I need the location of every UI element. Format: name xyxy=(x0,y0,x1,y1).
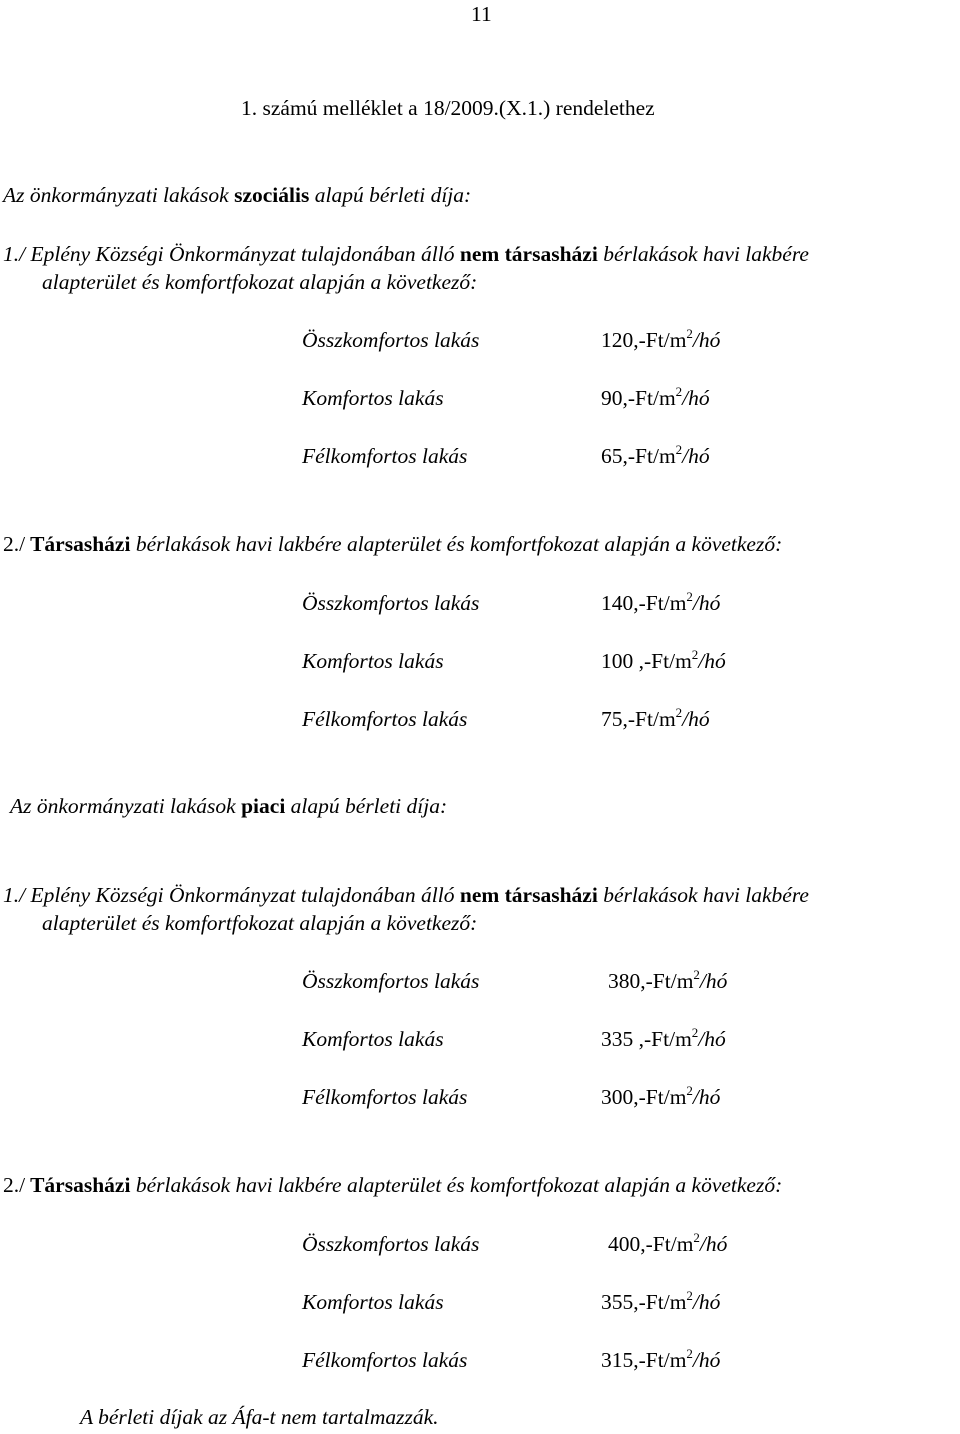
market-rows2-price-1 xyxy=(601,1288,721,1314)
price-amount: 100 ,-Ft/m xyxy=(601,649,692,673)
price-amount: 380,-Ft/m xyxy=(608,969,694,993)
market-rows1-price-2 xyxy=(601,1083,721,1109)
price-unit: /hó xyxy=(698,1027,726,1051)
footer-note: A bérleti díjak az Áfa-t nem tartalmazzák. xyxy=(80,1405,439,1429)
price-exponent: 2 xyxy=(691,1025,699,1040)
market-rows2-label-2: Félkomfortos lakás xyxy=(302,1348,468,1372)
price-unit: /hó xyxy=(699,969,728,993)
social-rows1-price-0 xyxy=(601,326,721,352)
market-item1-line2: alapterület és komfortfokozat alapján a következő: xyxy=(42,911,478,935)
market-rows1-label-2: Félkomfortos lakás xyxy=(302,1085,468,1109)
social-item1-num: 1./ xyxy=(3,242,26,266)
social-heading xyxy=(3,185,471,207)
price-amount: 90,-Ft/m xyxy=(601,386,676,410)
price-amount: 300,-Ft/m xyxy=(601,1085,687,1109)
social-item1-line2: alapterület és komfortfokozat alapján a következő: xyxy=(42,270,478,294)
price-unit: /hó xyxy=(692,1348,721,1372)
social-rows2-price-0 xyxy=(601,589,721,615)
market-item2-num: 2./ xyxy=(3,1173,26,1197)
social-rows1-label-0: Összkomfortos lakás xyxy=(302,328,480,352)
social-rows1-price-1 xyxy=(601,384,710,410)
price-exponent: 2 xyxy=(686,326,693,341)
price-exponent: 2 xyxy=(675,705,683,720)
price-amount: 335 ,-Ft/m xyxy=(601,1027,692,1051)
price-unit: /hó xyxy=(682,386,710,410)
price-unit: /hó xyxy=(692,1290,721,1314)
social-item2-bold: Társasházi xyxy=(25,532,131,556)
price-exponent: 2 xyxy=(691,647,699,662)
market-item1-post: bérlakások havi lakbére xyxy=(597,883,809,907)
price-amount: 120,-Ft/m xyxy=(601,328,687,352)
market-item1-line1 xyxy=(3,885,809,907)
price-amount: 65,-Ft/m xyxy=(601,444,676,468)
price-unit: /hó xyxy=(692,591,721,615)
social-rows1-label-1: Komfortos lakás xyxy=(302,386,444,410)
price-amount: 75,-Ft/m xyxy=(601,707,676,731)
social-rows2-price-1 xyxy=(601,647,726,673)
price-unit: /hó xyxy=(682,444,710,468)
price-amount: 315,-Ft/m xyxy=(601,1348,687,1372)
social-item2-post: bérlakások havi lakbére alapterület és komfortfokozat alapján a következő: xyxy=(130,532,783,556)
price-unit: /hó xyxy=(698,649,726,673)
market-rows1-price-0 xyxy=(608,967,728,993)
social-rows2-label-0: Összkomfortos lakás xyxy=(302,591,480,615)
market-rows1-label-1: Komfortos lakás xyxy=(302,1027,444,1051)
social-rows2-price-2 xyxy=(601,705,710,731)
price-exponent: 2 xyxy=(675,384,683,399)
social-heading-post: alapú bérleti díja: xyxy=(309,183,472,207)
price-exponent: 2 xyxy=(693,1230,700,1245)
market-rows1-label-0: Összkomfortos lakás xyxy=(302,969,480,993)
market-heading-bold: piaci xyxy=(241,794,286,818)
market-heading xyxy=(10,796,447,818)
annex-title: 1. számú melléklet a 18/2009.(X.1.) rendelethez xyxy=(241,96,655,120)
price-unit: /hó xyxy=(692,1085,721,1109)
market-heading-pre: Az önkormányzati lakások xyxy=(10,794,242,818)
market-item1-num: 1./ xyxy=(3,883,26,907)
market-rows1-price-1 xyxy=(601,1025,726,1051)
price-exponent: 2 xyxy=(686,1346,693,1361)
market-rows2-price-0 xyxy=(608,1230,728,1256)
market-rows2-label-1: Komfortos lakás xyxy=(302,1290,444,1314)
social-item2-num: 2./ xyxy=(3,532,26,556)
social-item1-line1 xyxy=(3,244,809,266)
price-unit: /hó xyxy=(699,1232,728,1256)
social-item1-bold: nem társasházi xyxy=(459,242,598,266)
page-number: 11 xyxy=(471,2,492,26)
social-rows2-label-1: Komfortos lakás xyxy=(302,649,444,673)
social-heading-bold: szociális xyxy=(234,183,310,207)
price-amount: 140,-Ft/m xyxy=(601,591,687,615)
price-amount: 355,-Ft/m xyxy=(601,1290,687,1314)
market-item1-pre: Eplény Községi Önkormányzat tulajdonában álló xyxy=(25,883,460,907)
social-item1-pre: Eplény Községi Önkormányzat tulajdonában álló xyxy=(25,242,460,266)
price-unit: /hó xyxy=(692,328,721,352)
market-item2-line xyxy=(3,1175,782,1197)
market-item2-bold: Társasházi xyxy=(25,1173,131,1197)
social-rows1-label-2: Félkomfortos lakás xyxy=(302,444,468,468)
market-heading-post: alapú bérleti díja: xyxy=(285,794,448,818)
market-rows2-price-2 xyxy=(601,1346,721,1372)
social-rows2-label-2: Félkomfortos lakás xyxy=(302,707,468,731)
price-amount: 400,-Ft/m xyxy=(608,1232,694,1256)
price-unit: /hó xyxy=(682,707,710,731)
price-exponent: 2 xyxy=(686,1083,693,1098)
price-exponent: 2 xyxy=(675,442,683,457)
price-exponent: 2 xyxy=(686,589,693,604)
price-exponent: 2 xyxy=(686,1288,693,1303)
social-heading-pre: Az önkormányzati lakások xyxy=(3,183,235,207)
social-item1-post: bérlakások havi lakbére xyxy=(597,242,809,266)
price-exponent: 2 xyxy=(693,967,700,982)
market-rows2-label-0: Összkomfortos lakás xyxy=(302,1232,480,1256)
social-rows1-price-2 xyxy=(601,442,710,468)
social-item2-line xyxy=(3,534,782,556)
market-item2-post: bérlakások havi lakbére alapterület és komfortfokozat alapján a következő: xyxy=(130,1173,783,1197)
market-item1-bold: nem társasházi xyxy=(459,883,598,907)
